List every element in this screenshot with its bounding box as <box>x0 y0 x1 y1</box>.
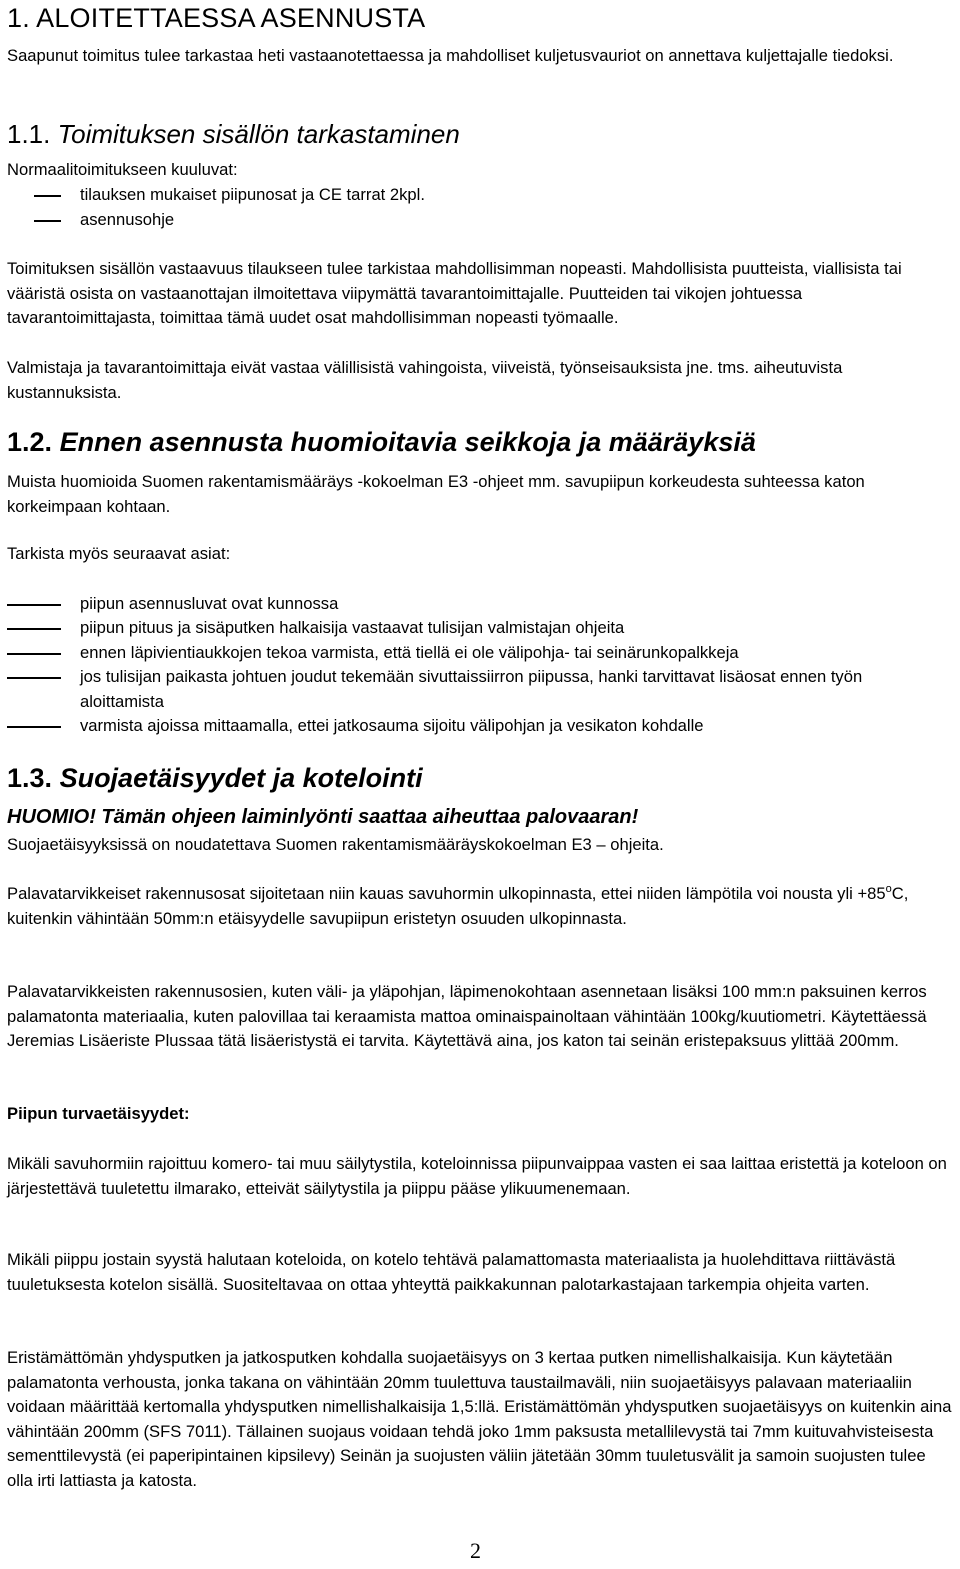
page-number: 2 <box>470 1538 481 1563</box>
list-item: varmista ajoissa mittaamalla, ettei jatkosauma sijoitu välipohjan ja vesikaton kohdalle <box>80 716 704 735</box>
section-1-3-pipe-paragraph: Eristämättömän yhdysputken ja jatkosputken kohdalla suojaetäisyys on 3 kertaa putken nimellishalkaisija. Kun käytetään palamatonta verhousta, jonka takana on vähintään 20mm tuulettuva taustailmaväli, niin suojaetäisyys palavaan materiaaliin voidaan määrittää kertomalla yhdysputken nimellishalkaisija 1,5:llä. Eristämättömän yhdysputken suojaetäisyys on kuitenkin aina vähintään 200mm (SFS 7011). Tällainen suojaus voidaan tehdä joko 1mm paksusta metallilevystä tai 7mm kuituvahvisteisesta sementtilevystä (ei paperipintainen kipsilevy) Seinän ja suojusten väliin jätetään 30mm tuuletusvälit ja samoin suojusten tulee olla irti lattiasta ja katosta. <box>7 1348 952 1490</box>
section-1-2-lead: Tarkista myös seuraavat asiat: <box>7 544 231 563</box>
fire-warning: HUOMIO! Tämän ohjeen laiminlyönti saattaa aiheuttaa palovaaran! <box>7 806 639 828</box>
section-1-1-disclaimer: Valmistaja ja tavarantoimittaja eivät vastaa välillisistä vahingoista, viiveistä, työnseisauksista jne. tms. aiheutuvista kustannuksista. <box>7 358 843 402</box>
list-item: ennen läpivientiaukkojen tekoa varmista, että tiellä ei ole välipohja- tai seinärunkopalkkeja <box>80 643 739 662</box>
dash-bullet <box>7 653 61 655</box>
section-1-3-heading <box>7 762 955 794</box>
section-1-1-heading <box>7 118 955 150</box>
dash-bullet <box>7 604 61 606</box>
section-1-1-lead: Normaalitoimitukseen kuuluvat: <box>7 160 238 179</box>
dash-bullet <box>34 220 61 222</box>
section-1-3-casing-paragraph: Mikäli piippu jostain syystä halutaan koteloida, on kotelo tehtävä palamattomasta materiaalista ja huolehdittava riittävästä tuuletuksesta kotelon sisällä. Suositeltavaa on ottaa yhteyttä paikkakunnan palotarkastajaan tarkempia ohjeita varten. <box>7 1250 896 1294</box>
section-1-3-title: Suojaetäisyydet ja kotelointi <box>59 763 423 793</box>
clearance-text: Palavatarvikkeiset rakennusosat sijoitetaan niin kauas savuhormin ulkopinnasta, ettei niiden lämpötila voi nousta yli +85 <box>7 884 886 903</box>
list-item: asennusohje <box>80 210 175 229</box>
section-1-1-paragraph: Toimituksen sisällön vastaavuus tilaukseen tulee tarkistaa mahdollisimman nopeasti. Mahdollisista puutteista, viallisista tai vääristä osista on vastaanottajan ilmoitettava viipymättä tavarantoimittajalle. Puutteiden tai vikojen johtuessa tavarantoimittajasta, toimittaa tämä uudet osat mahdollisimman nopeasti työmaalle. <box>7 259 902 327</box>
section-1-1-title: Toimituksen sisällön tarkastaminen <box>57 119 460 149</box>
clearance-text-continued: C, kuitenkin vähintään 50mm:n etäisyydelle savupiipun eristetyn osuuden ulkopinnasta. <box>7 884 909 928</box>
section-1-2-number: 1.2. <box>7 427 53 457</box>
section-1-3-insulation-paragraph: Palavatarvikkeisten rakennusosien, kuten väli- ja yläpohjan, läpimenokohtaan asennetaan lisäksi 100 mm:n paksuinen kerros palamatonta materiaalia, kuten palovillaa tai keraamista mattoa ominaispainoltaan vähintään 100kg/kuutiometri. Käytettäessä Jeremias Lisäeriste Plussaa tätä lisäeristystä ei tarvita. Käytettävä aina, jos katon tai seinän eristepaksuus ylittää 200mm. <box>7 982 927 1050</box>
section-1-3-storage-paragraph: Mikäli savuhormiin rajoittuu komero- tai muu säilytystila, koteloinnissa piipunvaippaa vasten ei saa laittaa eristettä ja koteloon on järjestettävä tuuletettu ilmarako, etteivät säilytystila ja piippu pääse ylikuumenemaan. <box>7 1154 947 1198</box>
list-item: tilauksen mukaiset piipunosat ja CE tarrat 2kpl. <box>80 185 425 204</box>
dash-bullet <box>7 726 61 728</box>
section-1-2-title: Ennen asennusta huomioitavia seikkoja ja määräyksiä <box>59 427 756 457</box>
safety-distances-subheading: Piipun turvaetäisyydet: <box>7 1104 190 1123</box>
section-1-3-clearance-paragraph <box>7 882 955 931</box>
degree-superscript: o <box>885 883 892 895</box>
list-item: piipun pituus ja sisäputken halkaisija vastaavat tulisijan valmistajan ohjeita <box>80 618 625 637</box>
list-item: jos tulisijan paikasta johtuen joudut tekemään sivuttaissiirron piipussa, hanki tarvittavat lisäosat ennen työn aloittamista <box>80 667 863 711</box>
dash-bullet <box>7 628 61 630</box>
section-1-3-number: 1.3. <box>7 763 53 793</box>
section-1-intro: Saapunut toimitus tulee tarkastaa heti vastaanotettaessa ja mahdolliset kuljetusvauriot on annettava kuljettajalle tiedoksi. <box>7 46 894 65</box>
section-1-2-paragraph: Muista huomioida Suomen rakentamismääräys -kokoelman E3 -ohjeet mm. savupiipun korkeudesta suhteessa katon korkeimpaan kohtaan. <box>7 472 865 516</box>
section-1-title: 1. ALOITETTAESSA ASENNUSTA <box>7 3 426 33</box>
dash-bullet <box>7 677 61 679</box>
section-1-3-paragraph: Suojaetäisyyksissä on noudatettava Suomen rakentamismääräyskokoelman E3 – ohjeita. <box>7 835 664 854</box>
list-item: piipun asennusluvat ovat kunnossa <box>80 594 339 613</box>
section-1-2-heading <box>7 426 955 458</box>
section-1-1-number: 1.1. <box>7 119 51 149</box>
dash-bullet <box>34 195 61 197</box>
